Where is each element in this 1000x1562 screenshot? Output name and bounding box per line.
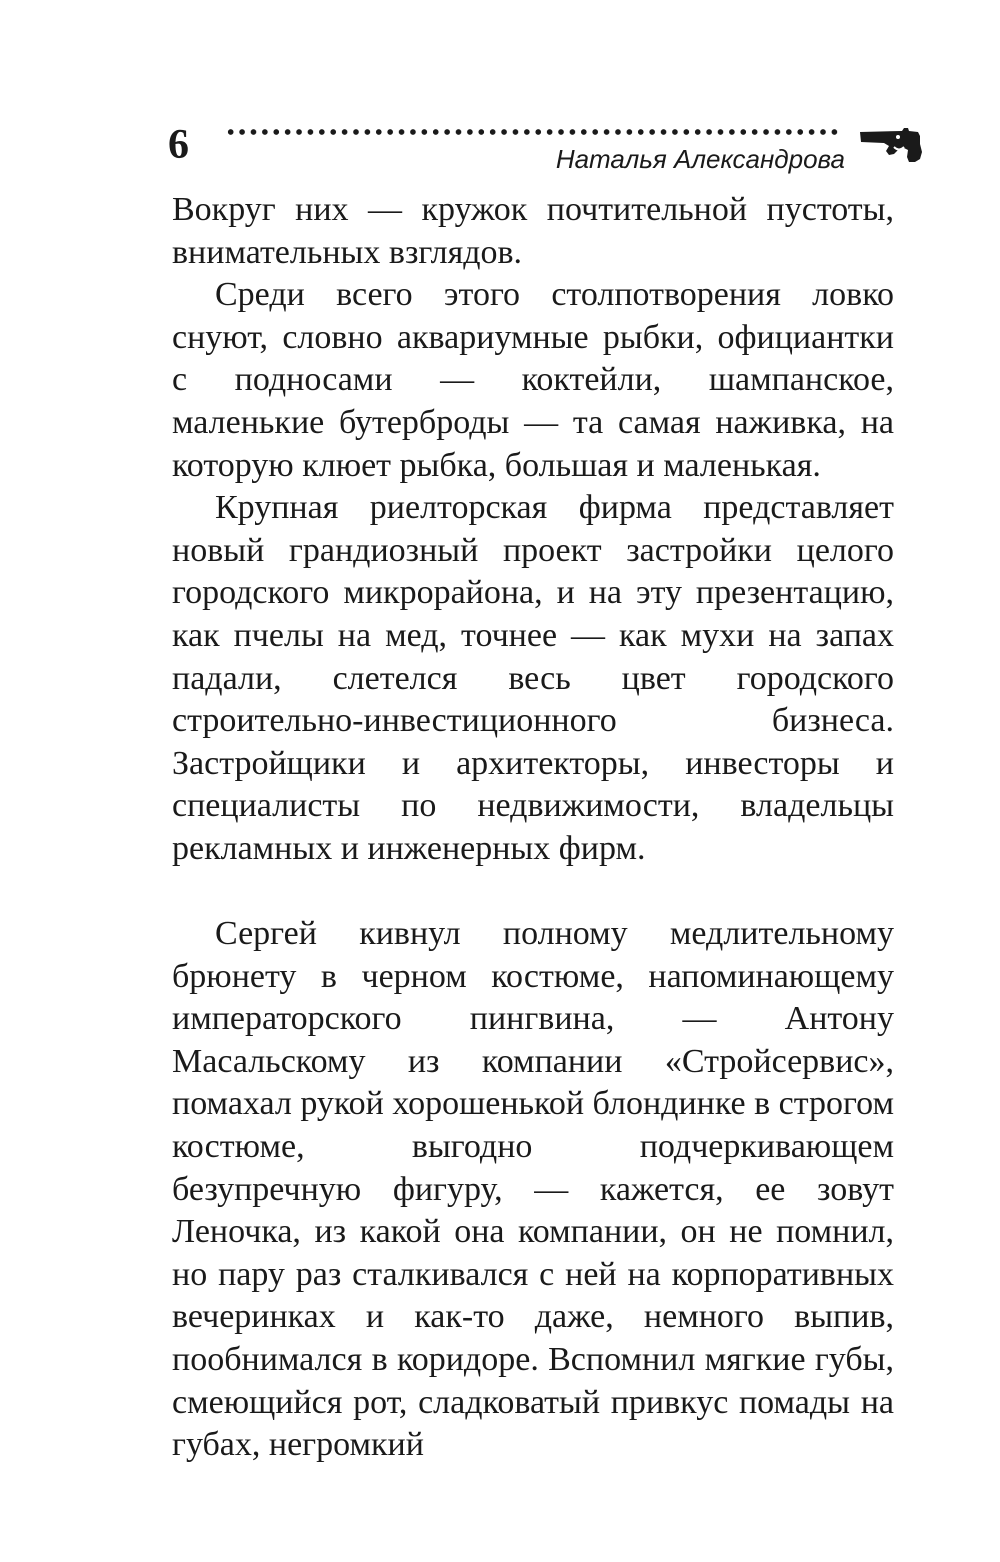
- revolver-icon: [858, 126, 924, 166]
- paragraph: Вокруг них — кружок почтительной пустоты, внимательных взглядов.: [172, 191, 894, 271]
- paragraph: Среди всего этого столпотворения ловко снуют, словно аквариумные рыбки, официантки с подносами — коктейли, шампанское, маленькие бутерброды — та самая наживка, на которую клюет рыбка, большая и маленькая.: [172, 276, 894, 484]
- paragraph: Сергей кивнул полному медлительному брюнету в черном костюме, напоминающему императорского пингвина, — Антону Масальскому из компании «Стройсервис», помахал рукой хорошенькой блондинке в строгом костюме, выгодно подчеркивающем безупречную фигуру, — кажется, ее зовут Леночка, из какой она компании, он не помнил, но пару раз сталкивался с ней на корпоративных вечеринках и как-то даже, немного выпив, пообнимался в коридоре. Вспомнил мягкие губы, смеющийся рот, сладковатый привкус помады на губах, негромкий: [172, 915, 894, 1464]
- running-head-author: Наталья Александрова: [555, 144, 845, 174]
- paragraph: Крупная риелторская фирма представляет новый грандиозный проект застройки целого городского микрорайона, и на эту презентацию, как пчелы на мед, точнее — как мухи на запах падали, слетелся весь цвет городского строительно-инвестиционного бизнеса. Застройщики и архитекторы, инвесторы и специалисты по недвижимости, владельцы рекламных и инженерных фирм.: [172, 489, 894, 867]
- page-number: 6: [168, 122, 189, 168]
- page-header: [0, 0, 1000, 190]
- body-text: [172, 189, 894, 1467]
- header-dotted-rule: [225, 128, 840, 136]
